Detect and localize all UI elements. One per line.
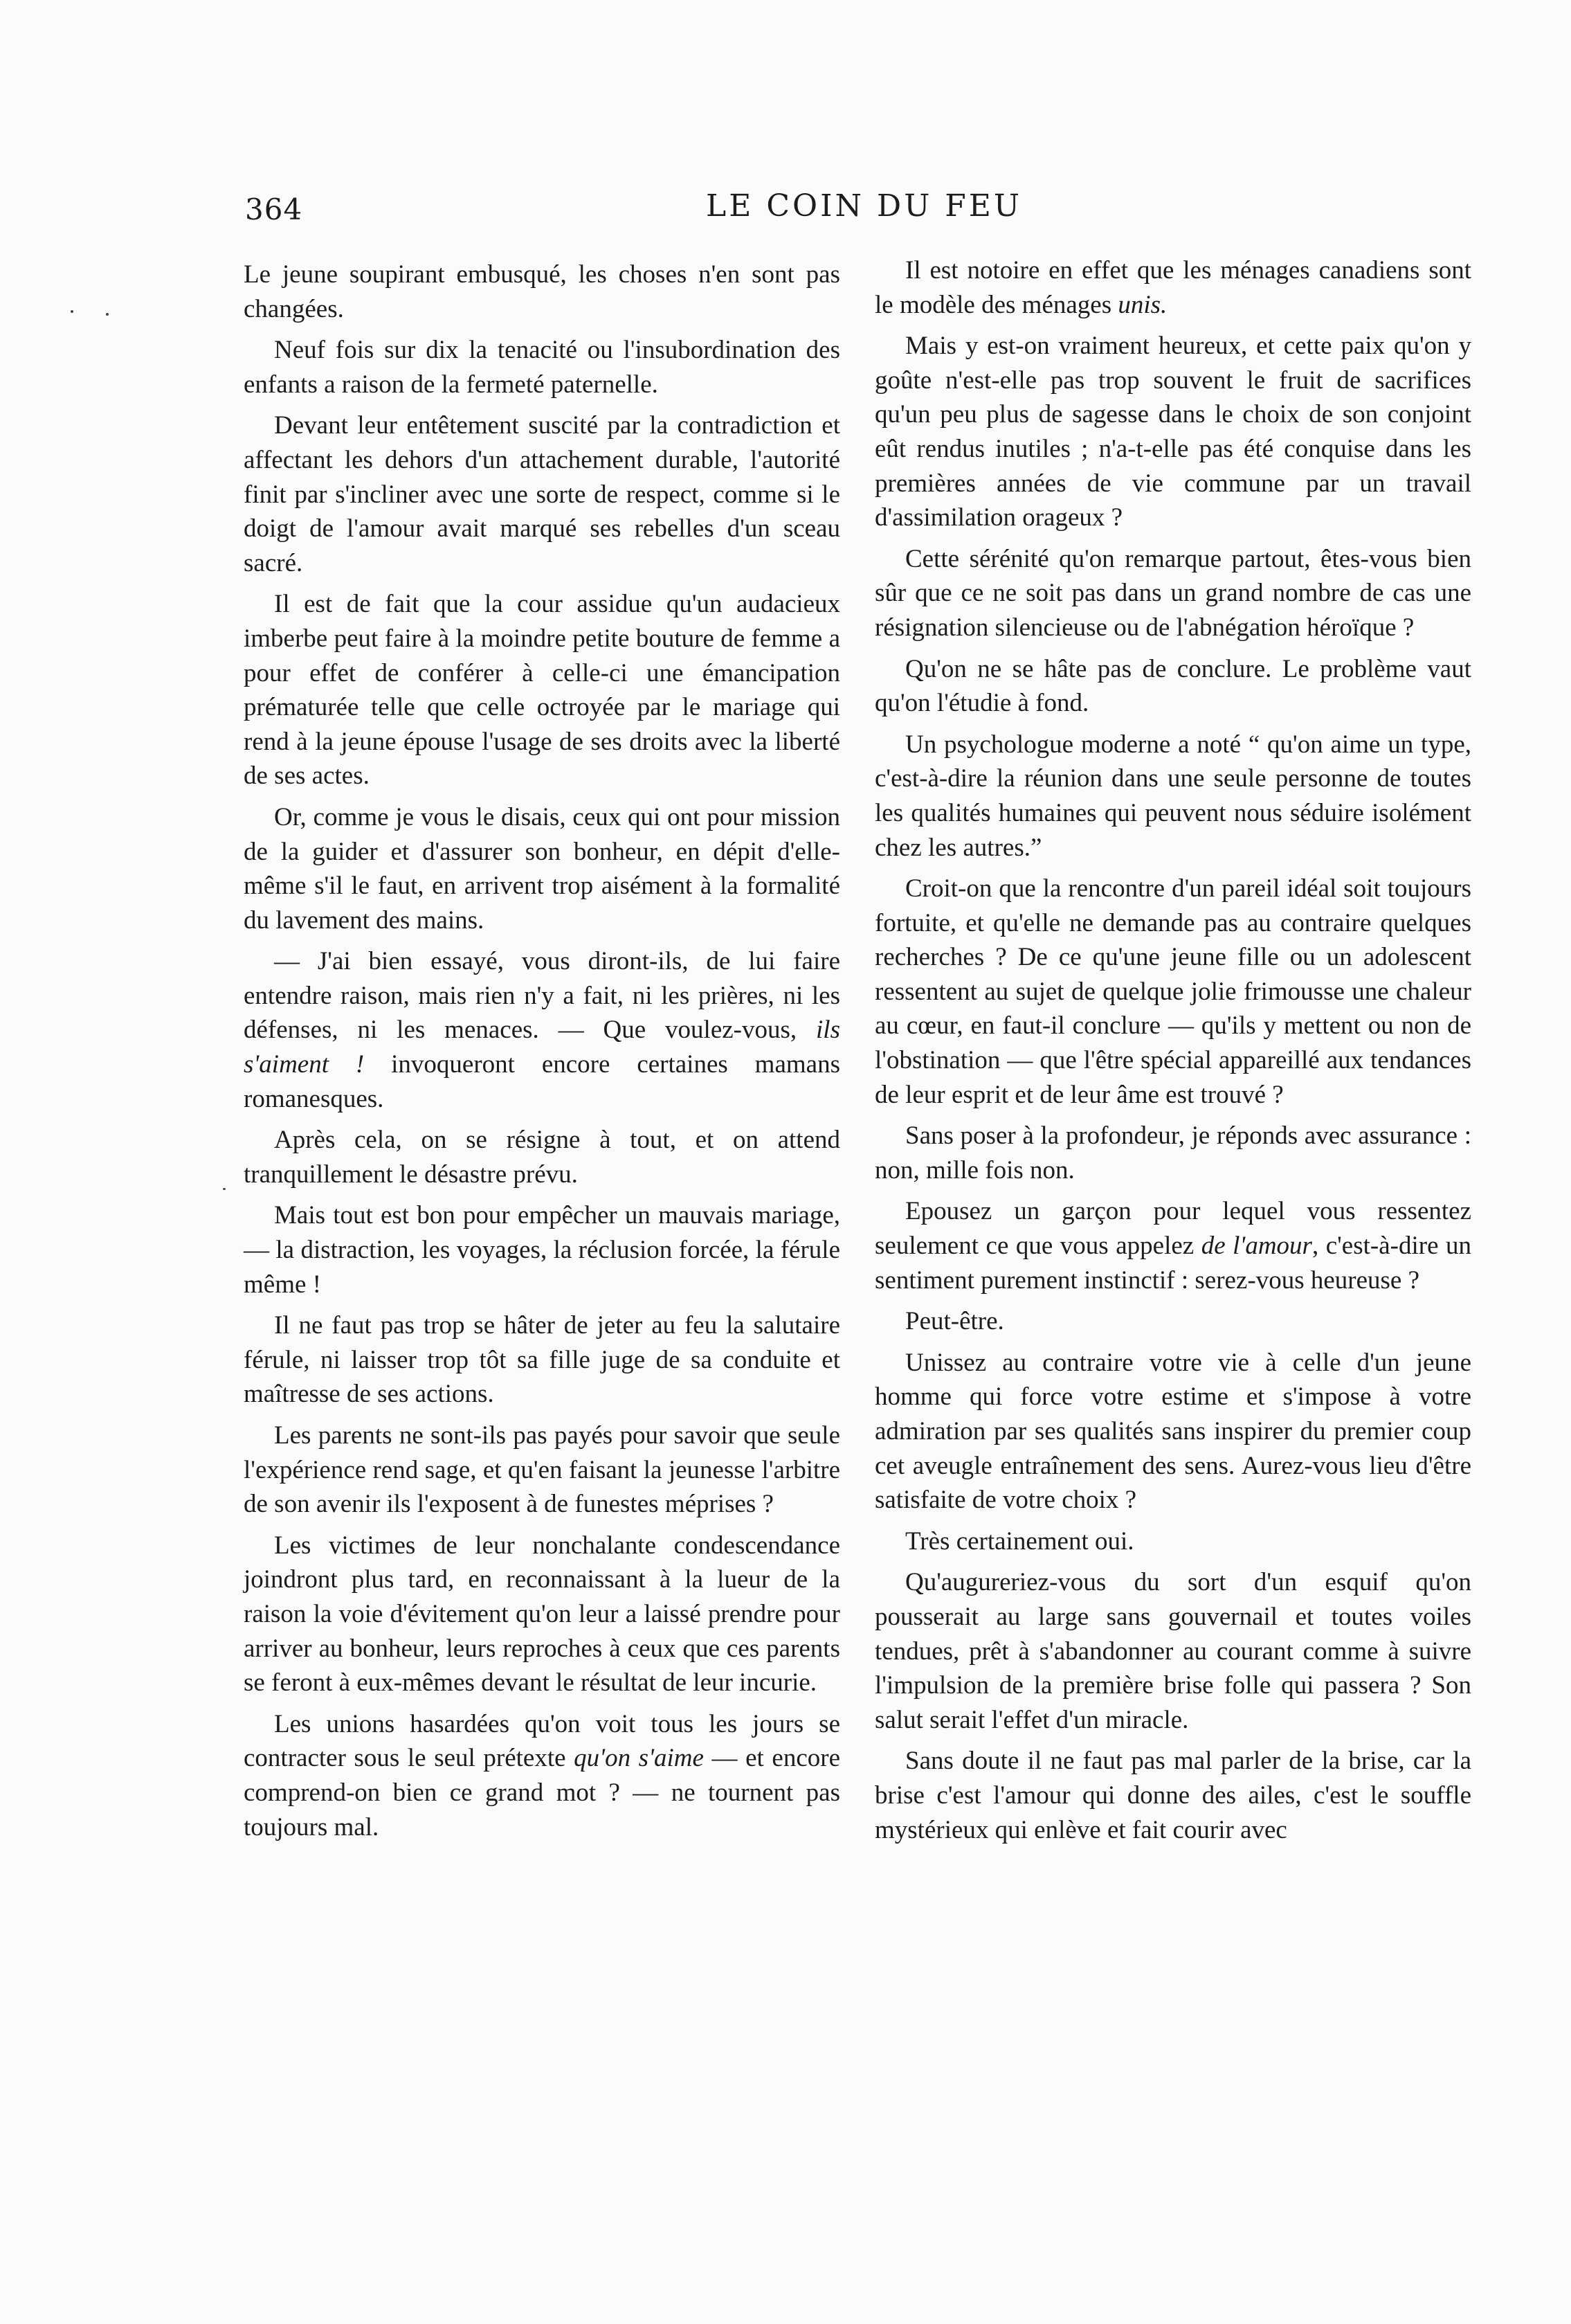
paragraph — [244, 333, 840, 402]
paragraph — [244, 408, 840, 580]
text-run: Après cela, on se résigne à tout, et on attend tranquillement le désastre prévu. — [244, 1126, 840, 1189]
paragraph — [244, 587, 840, 793]
paragraph — [244, 1198, 840, 1301]
running-title: LE COIN DU FEU — [706, 188, 1023, 224]
text-run: Or, comme je vous le disais, ceux qui ont pour mission de la guider et d'assurer son bonheur, en dépit d'elle-même s'il le faut, en arrivent trop aisément à la formalité du lavement des mains. — [244, 802, 840, 935]
text-run: Devant leur entêtement suscité par la contradiction et affectant les dehors d'un attachement durable, l'autorité finit par s'incliner avec une sorte de respect, comme si le doigt de l'amour avait marqué ses rebelles d'un sceau sacré. — [244, 411, 840, 577]
text-run: , c'est-à-dire un sentiment purement instinctif : serez-vous heureuse ? — [875, 1232, 1472, 1295]
text-run: Croit-on que la rencontre d'un pareil idéal soit toujours fortuite, et qu'elle ne demande pas au contraire quelques recherches ? De ce qu'une jeune fille ou un adolescent ressentent au sujet de quelque jolie frimousse une chaleur au cœur, en faut-il conclure — qu'ils y mettent ou non de l'obstination — que l'être spécial appareillé aux tendances de leur esprit et de leur âme est trouvé ? — [875, 874, 1471, 1109]
text-run: Mais tout est bon pour empêcher un mauvais mariage, — la distraction, les voyages, la réclusion forcée, la férule même ! — [244, 1201, 840, 1299]
text-run: Sans doute il ne faut pas mal parler de la brise, car la brise c'est l'amour qui donne des ailes, c'est le souffle mystérieux qui enlève et fait courir avec — [875, 1747, 1471, 1844]
paragraph — [875, 872, 1471, 1112]
italic-text: de l'amour — [1201, 1232, 1312, 1261]
paragraph — [244, 258, 840, 326]
margin-speck — [106, 313, 109, 316]
paragraph — [244, 1707, 840, 1844]
paragraph — [875, 1194, 1471, 1297]
text-run: Le jeune soupirant embusqué, les choses n'en sont pas changées. — [244, 260, 840, 323]
paragraph — [875, 1304, 1471, 1339]
right-column — [875, 253, 1471, 1854]
text-run: Qu'on ne se hâte pas de conclure. Le problème vaut qu'on l'étudie à fond. — [875, 654, 1471, 718]
paragraph — [875, 1119, 1471, 1187]
text-run: Mais y est-on vraiment heureux, et cette paix qu'on y goûte n'est-elle pas trop souvent le fruit de sacrifices qu'un peu plus de sagesse dans le choix de son conjoint eût rendus inutiles ; n'a-t-elle pas été conquise dans les premières années de vie commune par un travail d'assimilation orageux ? — [875, 332, 1471, 532]
text-run: Cette sérénité qu'on remarque partout, êtes-vous bien sûr que ce ne soit pas dans un grand nombre de cas une résignation silencieuse ou de l'abnégation héroïque ? — [875, 544, 1471, 642]
text-run: Très certainement oui. — [905, 1526, 1134, 1556]
text-run: Les parents ne sont-ils pas payés pour savoir que seule l'expérience rend sage, et qu'en faisant la jeunesse l'arbitre de son avenir ils l'exposent à de funestes méprises ? — [244, 1421, 840, 1519]
italic-text: qu'on s'aime — [574, 1744, 704, 1773]
paragraph — [875, 1744, 1471, 1847]
paragraph — [244, 800, 840, 937]
margin-speck — [223, 1188, 226, 1190]
text-run: Neuf fois sur dix la tenacité ou l'insubordination des enfants a raison de la fermeté paternelle. — [244, 336, 840, 399]
paragraph — [875, 1565, 1471, 1737]
text-run: Unissez au contraire votre vie à celle d'un jeune homme qui force votre estime et s'impose à votre admiration par ses qualités sans inspirer du premier coup cet aveugle entraînement des sens. Aurez-vous lieu d'être satisfaite de votre choix ? — [875, 1348, 1471, 1515]
paragraph — [875, 329, 1471, 535]
text-run: Qu'augureriez-vous du sort d'un esquif qu'on pousserait au large sans gouvernail et toutes voiles tendues, prêt à s'abandonner au courant comme à suivre l'impulsion de la première brise folle qui passera ? Son salut serait l'effet d'un miracle. — [875, 1568, 1471, 1734]
text-run: Les victimes de leur nonchalante condescendance joindront plus tard, en reconnaissant à la lueur de la raison la voie d'évitement qu'on leur a laissé prendre pour arriver au bonheur, leurs reproches à ceux que ces parents se feront à eux-mêmes devant le résultat de leur incurie. — [244, 1531, 840, 1697]
paragraph — [875, 542, 1471, 645]
italic-text: unis. — [1118, 290, 1168, 319]
paragraph — [244, 1308, 840, 1412]
text-run: Peut-être. — [905, 1307, 1004, 1336]
text-run: Un psychologue moderne a noté “ qu'on aime un type, c'est-à-dire la réunion dans une seule personne de toutes les qualités humaines qui peuvent nous séduire isolément chez les autres.” — [875, 730, 1471, 862]
text-run: — J'ai bien essayé, vous diront-ils, de lui faire entendre raison, mais rien n'y a fait, ni les prières, ni les défenses, ni les menaces. — Que voulez-vous, — [244, 947, 840, 1045]
paragraph — [875, 253, 1471, 322]
paragraph — [875, 728, 1471, 865]
left-column — [244, 258, 840, 1851]
paragraph — [875, 1346, 1471, 1517]
text-run: — et encore comprend-on bien ce grand mot ? — ne tournent pas toujours mal. — [244, 1744, 840, 1841]
text-run: Il ne faut pas trop se hâter de jeter au feu la salutaire férule, ni laisser trop tôt sa fille juge de sa conduite et maîtresse de ses actions. — [244, 1311, 840, 1409]
text-run: Il est de fait que la cour assidue qu'un audacieux imberbe peut faire à la moindre petite bouture de femme a pour effet de conférer à celle-ci une émancipation prématurée telle que celle octroyée par le mariage qui rend à la jeune épouse l'usage de ses droits avec la liberté de ses actes. — [244, 590, 840, 791]
text-run: Sans poser à la profondeur, je réponds avec assurance : non, mille fois non. — [875, 1122, 1471, 1184]
text-run: invoqueront encore certaines mamans romanesques. — [244, 1050, 840, 1113]
paragraph — [875, 652, 1471, 721]
text-run: Il est notoire en effet que les ménages canadiens sont le modèle des ménages — [875, 256, 1471, 319]
paragraph — [244, 1529, 840, 1700]
italic-text: ils s'aiment ! — [244, 1016, 840, 1079]
page-number: 364 — [245, 192, 303, 226]
paragraph — [244, 1123, 840, 1191]
paragraph — [875, 1524, 1471, 1559]
paragraph — [244, 944, 840, 1116]
margin-speck — [71, 310, 73, 313]
text-run: Les unions hasardées qu'on voit tous les jours se contracter sous le seul prétexte — [244, 1709, 840, 1773]
text-run: Epousez un garçon pour lequel vous ressentez seulement ce que vous appelez — [875, 1197, 1471, 1261]
paragraph — [244, 1418, 840, 1522]
